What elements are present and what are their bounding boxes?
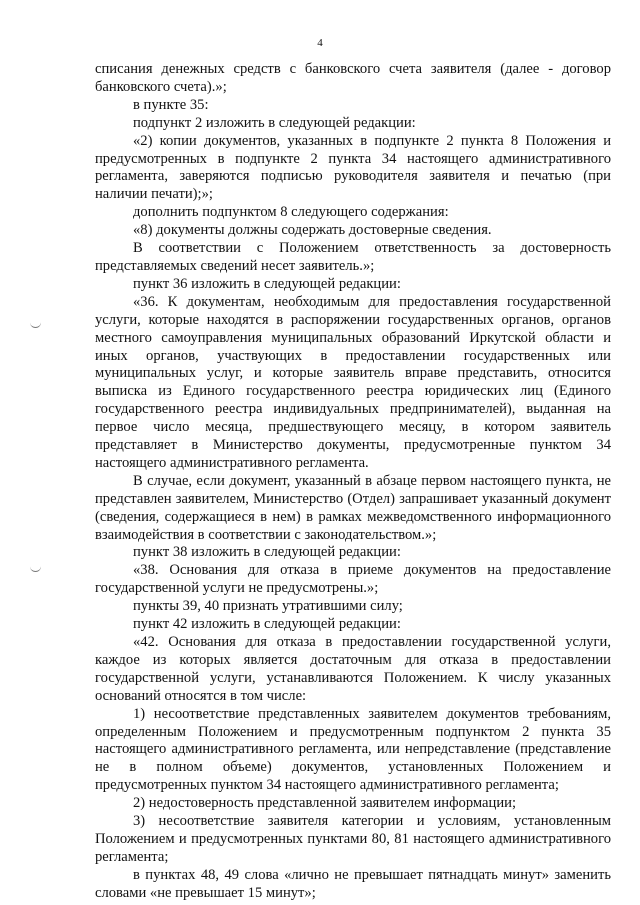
- paragraph: подпункт 2 изложить в следующей редакции:: [133, 114, 416, 131]
- paragraph: 1) несоответствие представленных заявителем документов требованиям, определенным Положением и предусмотренным подпунктом 2 пункта 35 настоящего административного регламента, или непредставление (представление не в полном объеме) документов, установленных Положением и предусмотренных пунктом 34 настоящего административного регламента;: [95, 705, 611, 794]
- paragraph: В соответствии с Положением ответственность за достоверность представляемых сведений несет заявитель.»;: [95, 240, 611, 274]
- scan-mark: [30, 322, 41, 328]
- paragraph: пункт 38 изложить в следующей редакции:: [133, 544, 401, 561]
- paragraph: «2) копии документов, указанных в подпункте 2 пункта 8 Положения и предусмотренных в подпункте 2 пункта 34 настоящего административного регламента, заверяются подписью руководителя заявителя и печатью (при наличии печати);»;: [95, 132, 611, 203]
- paragraph: «36. К документам, необходимым для предоставления государственной услуги, которые находятся в распоряжении государственных органов, органов местного самоуправления муниципальных образований Иркутской области и иных органов, участвующих в предоставлении государственных или муниципальных услуг, и которые заявитель вправе представить, относится выписка из Единого государственного реестра юридических лиц (Единого государственного реестра индивидуальных предпринимателей), выданная на первое число месяца, предшествующего месяцу, в котором заявитель представляет в Министерство документы, предусмотренные пунктом 34 настоящего административного регламента.: [95, 293, 611, 471]
- paragraph: 2) недостоверность представленной заявителем информации;: [133, 795, 517, 812]
- paragraph: списания денежных средств с банковского счета заявителя (далее - договор банковского счета).»;: [95, 61, 611, 95]
- paragraph: «38. Основания для отказа в приеме документов на предоставление государственной услуги не предусмотрены.»;: [95, 562, 611, 597]
- paragraph: 3) несоответствие заявителя категории и условиям, установленным Положением и предусмотренных пунктами 80, 81 настоящего административного регламента;: [95, 813, 611, 865]
- paragraph: «8) документы должны содержать достоверные сведения.: [133, 222, 492, 239]
- paragraph: пункт 42 изложить в следующей редакции:: [133, 616, 401, 633]
- paragraph: пункты 39, 40 признать утратившими силу;: [133, 598, 403, 615]
- scan-mark: [30, 566, 41, 572]
- paragraph: В случае, если документ, указанный в абзаце первом настоящего пункта, не представлен заявителем, Министерство (Отдел) запрашивает указанный документ (сведения, содержащиеся в нем) в рамках межведомственного информационного взаимодействия в соответствии с законодательством.»;: [95, 472, 611, 543]
- paragraph: в пунктах 48, 49 слова «лично не превышает пятнадцать минут» заменить словами «не превышает 15 минут»;: [95, 866, 611, 901]
- paragraph: «42. Основания для отказа в предоставлении государственной услуги, каждое из которых является достаточным для отказа в предоставлении государственной услуги, устанавливаются Положением. К числу указанных оснований относятся в том числе:: [95, 634, 611, 704]
- paragraph: дополнить подпунктом 8 следующего содержания:: [133, 204, 449, 221]
- document-body: [95, 61, 611, 903]
- paragraph: в пункте 35:: [133, 96, 209, 113]
- page-number: 4: [317, 37, 323, 49]
- paragraph: пункт 36 изложить в следующей редакции:: [133, 275, 401, 292]
